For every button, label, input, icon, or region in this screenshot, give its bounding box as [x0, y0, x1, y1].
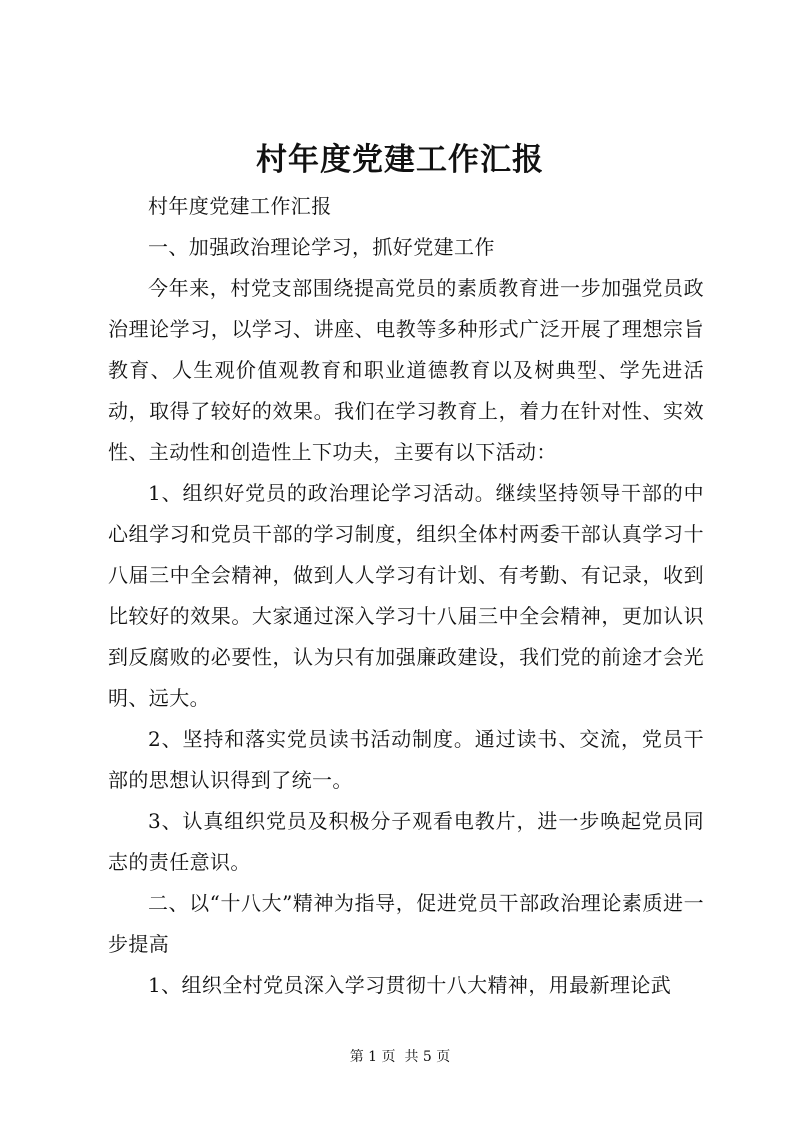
document-body	[108, 186, 704, 1006]
paragraph-intro: 今年来，村党支部围绕提高党员的素质教育进一步加强党员政治理论学习，以学习、讲座、电教等多种形式广泛开展了理想宗旨教育、人生观价值观教育和职业道德教育以及树典型、学先进活动，取得了较好的效果。我们在学习教育上，着力在针对性、实效性、主动性和创造性上下功夫，主要有以下活动：	[108, 276, 704, 464]
page-footer	[0, 1047, 800, 1067]
section-heading-2: 二、以“十八大”精神为指导，促进党员干部政治理论素质进一步提高	[108, 891, 704, 956]
page-title: 村年度党建工作汇报	[256, 142, 544, 178]
paragraph-subtitle: 村年度党建工作汇报	[148, 194, 332, 218]
list-item-1: 1、组织好党员的政治理论学习活动。继续坚持领导干部的中心组学习和党员干部的学习制度，组织全体村两委干部认真学习十八届三中全会精神，做到人人学习有计划、有考勤、有记录，收到比较好的效果。大家通过深入学习十八届三中全会精神，更加认识到反腐败的必要性，认为只有加强廉政建设，我们党的前途才会光明、远大。	[108, 481, 704, 710]
section-heading-1: 一、加强政治理论学习，抓好党建工作	[148, 235, 495, 259]
list-item-3: 3、认真组织党员及积极分子观看电教片，进一步唤起党员同志的责任意识。	[108, 809, 704, 874]
page-number: 第 1 页 共 5 页	[349, 1049, 451, 1065]
list-item-2: 2、坚持和落实党员读书活动制度。通过读书、交流，党员干部的思想认识得到了统一。	[108, 727, 704, 792]
list-item-4: 1、组织全村党员深入学习贯彻十八大精神，用最新理论武	[148, 973, 672, 997]
